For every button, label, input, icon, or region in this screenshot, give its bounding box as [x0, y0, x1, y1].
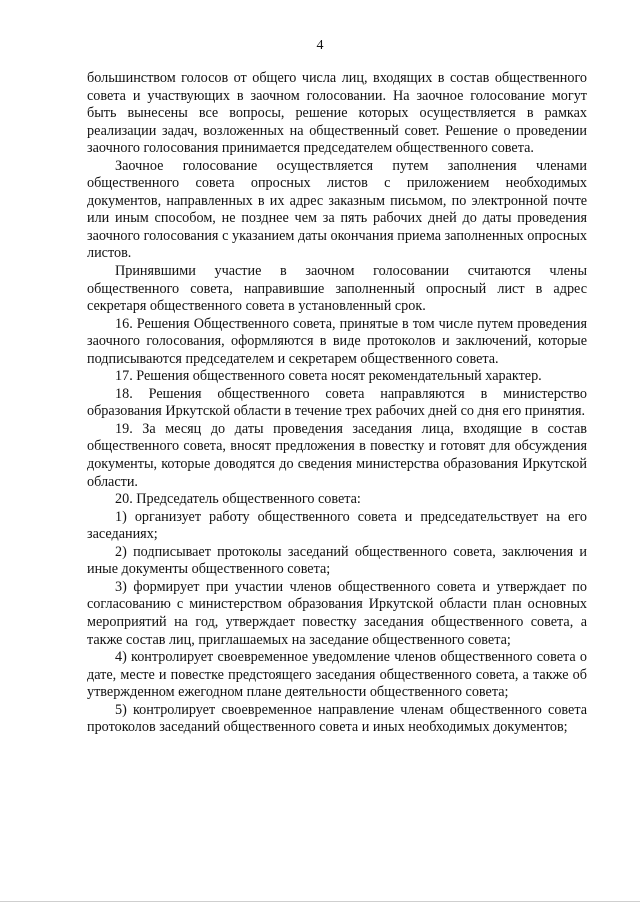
paragraph-continuation: большинством голосов от общего числа лиц, входящих в состав общественного совета и участвующих в заочном голосовании. На заочное голосование могут быть вынесены все вопросы, решение которых осуществляется в рамках реализации задач, возложенных на общественный совет. Решение о проведении заочного голосования принимается председателем общественного совета.: [87, 70, 587, 157]
list-item-20-1: 1) организует работу общественного совета и председательствует на его заседаниях;: [87, 508, 587, 543]
list-item-20-4: 4) контролирует своевременное уведомление членов общественного совета о дате, месте и повестке предстоящего заседания общественного совета, а также об утвержденном ежегодном плане деятельности общественного совета;: [87, 649, 587, 701]
paragraph-voting-participants: Принявшими участие в заочном голосовании считаются члены общественного совета, направившие заполненный опросный лист в адрес секретаря общественного совета в установленный срок.: [87, 263, 587, 315]
page-number: 4: [316, 38, 324, 53]
paragraph-absentee-voting-procedure: Заочное голосование осуществляется путем заполнения членами общественного совета опросных листов с приложением необходимых документов, направленных в их адрес заказным письмом, по электронной почте или иным способом, не позднее чем за пять рабочих дней до даты проведения заочного голосования с указанием даты окончания приема заполненных опросных листов.: [87, 157, 587, 262]
paragraph-item-16: 16. Решения Общественного совета, принятые в том числе путем проведения заочного голосования, оформляются в виде протоколов и заключений, которые подписываются председателем и секретарем общественного совета.: [87, 315, 587, 367]
list-item-20-5: 5) контролирует своевременное направление членам общественного совета протоколов заседаний общественного совета и иных необходимых документов;: [87, 701, 587, 736]
list-item-20-3: 3) формирует при участии членов общественного совета и утверждает по согласованию с министерством образования Иркутской области план основных мероприятий на год, утверждает повестку заседания общественного совета, а также состав лиц, приглашаемых на заседание общественного совета;: [87, 578, 587, 648]
paragraph-item-18: 18. Решения общественного совета направляются в министерство образования Иркутской области в течение трех рабочих дней со дня его принятия.: [87, 385, 587, 420]
paragraph-item-19: 19. За месяц до даты проведения заседания лица, входящие в состав общественного совета, вносят предложения в повестку и готовят для обсуждения документы, которые доводятся до сведения министерства образования Иркутской области.: [87, 420, 587, 490]
paragraph-item-17: 17. Решения общественного совета носят рекомендательный характер.: [115, 368, 542, 385]
footer-divider: [0, 901, 640, 902]
document-body: [87, 70, 587, 737]
paragraph-item-20: 20. Председатель общественного совета:: [115, 491, 361, 508]
list-item-20-2: 2) подписывает протоколы заседаний общественного совета, заключения и иные документы общественного совета;: [87, 543, 587, 578]
